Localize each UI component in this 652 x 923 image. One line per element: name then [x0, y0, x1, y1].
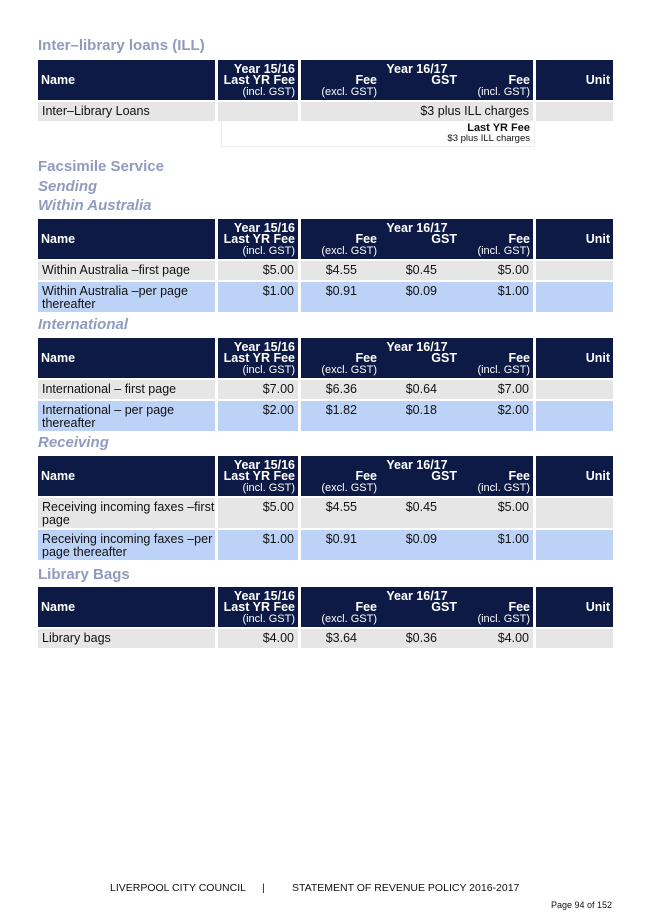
row-last-fee: $2.00 — [218, 399, 301, 431]
col-unit-header: Unit — [536, 587, 613, 627]
row-fee-incl: $5.00 — [497, 500, 529, 514]
row-fee-incl: $5.00 — [497, 263, 529, 277]
row-gst: $0.36 — [405, 631, 437, 645]
row-name: Within Australia –per page thereafter — [38, 280, 218, 312]
col-year1617-header: Year 16/17 Fee (excl. GST) GST Fee (incl. GST) — [301, 456, 536, 496]
section-title-international: International — [38, 316, 129, 333]
footer-separator: | — [262, 882, 265, 894]
row-last-fee: $5.00 — [218, 496, 301, 528]
table-row — [38, 280, 613, 312]
row-fee-incl: $1.00 — [497, 284, 529, 298]
col-year1617-header: Year 16/17 Fee (excl. GST) GST Fee (incl. GST) — [301, 219, 536, 259]
table-row — [38, 627, 613, 648]
table-row — [38, 399, 613, 431]
footer-statement: STATEMENT OF REVENUE POLICY 2016-2017 — [292, 882, 520, 894]
section-title-library-bags: Library Bags — [38, 566, 130, 583]
col-name-header: Name — [38, 60, 218, 100]
section-title-fax: Facsimile Service — [38, 158, 164, 175]
col-unit-header: Unit — [536, 219, 613, 259]
row-fee-excl: $0.91 — [325, 284, 357, 298]
col-year1516-header: Year 15/16 Last YR Fee (incl. GST) — [218, 60, 301, 100]
row-fee-excl: $4.55 — [325, 263, 357, 277]
table-row — [38, 496, 613, 528]
row-name: Inter–Library Loans — [38, 100, 218, 121]
page-number: Page 94 of 152 — [550, 900, 612, 910]
col-unit-header: Unit — [536, 456, 613, 496]
col-year1617-header: Year 16/17 Fee (excl. GST) GST Fee (incl. GST) — [301, 587, 536, 627]
col-year1617-header: Year 16/17 Fee (excl. GST) GST Fee (incl. GST) — [301, 338, 536, 378]
col-name-header: Name — [38, 338, 218, 378]
ill-fee-table — [38, 60, 613, 121]
row-fee-excl: $6.36 — [325, 382, 357, 396]
table-row — [38, 378, 613, 399]
row-fee-excl: $3.64 — [325, 631, 357, 645]
within-australia-table — [38, 219, 613, 312]
row-name: International – per page thereafter — [38, 399, 218, 431]
ill-note-label: Last YR Fee — [467, 122, 530, 134]
col-name-header: Name — [38, 456, 218, 496]
row-fee-incl: $4.00 — [497, 631, 529, 645]
col-year1516-header: Year 15/16 Last YR Fee (incl. GST) — [218, 456, 301, 496]
row-gst: $0.18 — [405, 403, 437, 417]
row-last-fee: $5.00 — [218, 259, 301, 280]
row-name: International – first page — [38, 378, 218, 399]
section-title-receiving: Receiving — [38, 434, 109, 451]
row-fee-excl: $4.55 — [325, 500, 357, 514]
col-name-header: Name — [38, 219, 218, 259]
table-row — [38, 259, 613, 280]
row-last-fee: $1.00 — [218, 280, 301, 312]
row-gst: $0.09 — [405, 284, 437, 298]
section-title-ill: Inter–library loans (ILL) — [38, 37, 205, 54]
international-table — [38, 338, 613, 431]
col-unit-header: Unit — [536, 338, 613, 378]
row-fee-incl: $7.00 — [497, 382, 529, 396]
table-row — [38, 100, 613, 121]
row-gst: $0.64 — [405, 382, 437, 396]
library-bags-table — [38, 587, 613, 648]
row-name: Library bags — [38, 627, 218, 648]
row-last-fee: $4.00 — [218, 627, 301, 648]
row-last-fee: $1.00 — [218, 528, 301, 560]
ill-note-value: $3 plus ILL charges — [447, 133, 530, 144]
row-fee-incl: $1.00 — [497, 532, 529, 546]
ill-last-yr-note — [221, 121, 535, 147]
col-year1516-header: Year 15/16 Last YR Fee (incl. GST) — [218, 587, 301, 627]
col-year1617-header: Year 16/17 Fee (excl. GST) GST Fee (incl. GST) — [301, 60, 536, 100]
row-gst: $0.45 — [405, 500, 437, 514]
col-year1516-header: Year 15/16 Last YR Fee (incl. GST) — [218, 219, 301, 259]
row-fee-incl: $2.00 — [497, 403, 529, 417]
col-name-header: Name — [38, 587, 218, 627]
col-year1516-header: Year 15/16 Last YR Fee (incl. GST) — [218, 338, 301, 378]
row-fee-excl: $0.91 — [325, 532, 357, 546]
section-title-within-australia: Within Australia — [38, 197, 152, 214]
row-name: Receiving incoming faxes –per page thereafter — [38, 528, 218, 560]
row-name: Within Australia –first page — [38, 259, 218, 280]
table-row — [38, 528, 613, 560]
row-ill-value: $3 plus ILL charges — [301, 100, 536, 121]
row-last-fee: $7.00 — [218, 378, 301, 399]
col-unit-header: Unit — [536, 60, 613, 100]
row-fee-excl: $1.82 — [325, 403, 357, 417]
row-gst: $0.09 — [405, 532, 437, 546]
section-title-sending: Sending — [38, 178, 98, 195]
row-name: Receiving incoming faxes –first page — [38, 496, 218, 528]
footer-council-name: LIVERPOOL CITY COUNCIL — [110, 882, 246, 894]
row-gst: $0.45 — [405, 263, 437, 277]
receiving-table — [38, 456, 613, 560]
